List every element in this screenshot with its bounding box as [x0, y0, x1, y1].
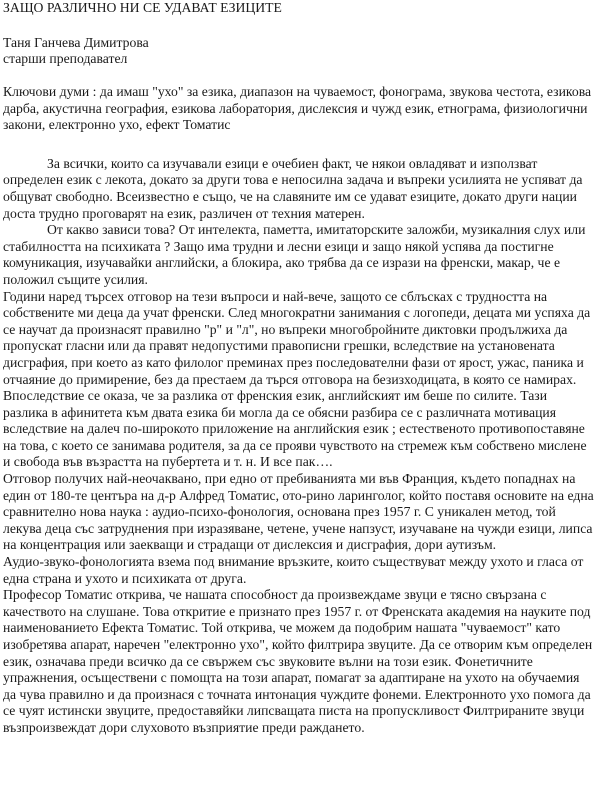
keywords: Ключови думи : да имаш "ухо" за езика, диапазон на чуваемост, фонограма, звукова честота, езикова дарба, акустична география, езикова лаборатория, дислексия и чужд език, етнограма, физиологични закони, електронно ухо, ефект Томатис	[3, 84, 592, 133]
author-block	[3, 35, 595, 67]
document-page	[3, 0, 595, 800]
paragraph-6: Професор Томатис открива, че нашата способност да произвеждаме звуци е тясно свързана с качеството на слушане. Това откритие е признато през 1957 г. от Френската академия на науките под наименованието Ефекта Томатис. Той открива, че можем да подобрим нашата "чуваемост" като изобретява апарат, наречен "електронно ухо", който филтрира звуците. Да се отворим към определен език, означава преди всичко да се свържем със звуковите вълни на този език. Фонетичните упражнения, осъществени с помощта на този апарат, помагат за адаптиране на ухото на обучаемия да чува правилно и да произнася с точната интонация чуждите фонеми. Електронното ухо помога да се чуят истински звуците, предоставяйки липсващата писта на пропускливост Филтрираните звуци възпроизвеждат дори слуховото възприятие преди раждането.	[3, 587, 593, 735]
paragraph-3: Години наред търсех отговор на тези въпроси и най-вече, защото се сблъсках с трудността на собствените ми деца да учат френски. След многократни занимания с логопеди, децата ми успяха да се научат да произнасят правилно "р" и "л", но въпреки многобройните диктовки продължиха да пропускат гласни или да правят недопустими правописни грешки, вследствие на установената дисграфия, при което аз като филолог преминах през последователни фази от ярост, ужас, паника и отчаяние до примирение, без да престаем да търся отговора на безизходицата, в която се намирах. Впоследствие се оказа, че за разлика от френския език, английският им беше по силите. Тази разлика в афинитета към двата езика би могла да се обясни разбира се с различната мотивация вследствие на далеч по-широкото приложение на английския език ; естественото противопоставяне на това, с което се занимава родителя, за да се прояви чувството на стремеж към собствено мислене и свобода във възрастта на пубертета и т. н. И все пак….	[3, 288, 591, 470]
article-body	[3, 156, 595, 737]
paragraph-2: От какво зависи това? От интелекта, паметта, имитаторските заложби, музикалния слух или стабилността на психиката ? Защо има трудни и лесни езици и защо някой успява да постигне комуникация, изучавайки английски, а блокира, ако трябва да се изрази на френски, макар, че е положил същите усилия.	[3, 222, 586, 287]
paragraph-1: За всички, които са изучавали езици е очебиен факт, че някои овладяват и използват определен език с лекота, докато за други това е непосилна задача и въпреки усилията не успяват да общуват свободно. Всеизвестно е също, че на славяните им се удават езиците, докато други нации доста трудно проговарят на език, различен от техния матерен.	[3, 155, 583, 221]
author-name: Таня Ганчева Димитрова	[3, 35, 149, 50]
paragraph-4: Отговор получих най-неочаквано, при едно от пребиванията ми във Франция, където попаднах на един от 180-те центъра на д-р Алфред Томатис, ото-рино ларинголог, който поставя основите на една сравнително нова наука : аудио-психо-фонология, основана през 1957 г. С уникален метод, той лекува деца със затруднения при изразяване, четене, учене напзуст, изучаване на чужди езици, липса на концентрация или заекващи и страдащи от дислексия и дисграфия, дори аутизъм.	[3, 471, 594, 553]
paragraph-5: Аудио-звуко-фонологията взема под внимание връзките, които съществуват между ухото и гласа от една страна и ухото и психиката от друга.	[3, 554, 584, 586]
author-position: старши преподавател	[3, 51, 128, 66]
article-title: ЗАЩО РАЗЛИЧНО НИ СЕ УДАВАТ ЕЗИЦИТЕ	[3, 0, 282, 15]
